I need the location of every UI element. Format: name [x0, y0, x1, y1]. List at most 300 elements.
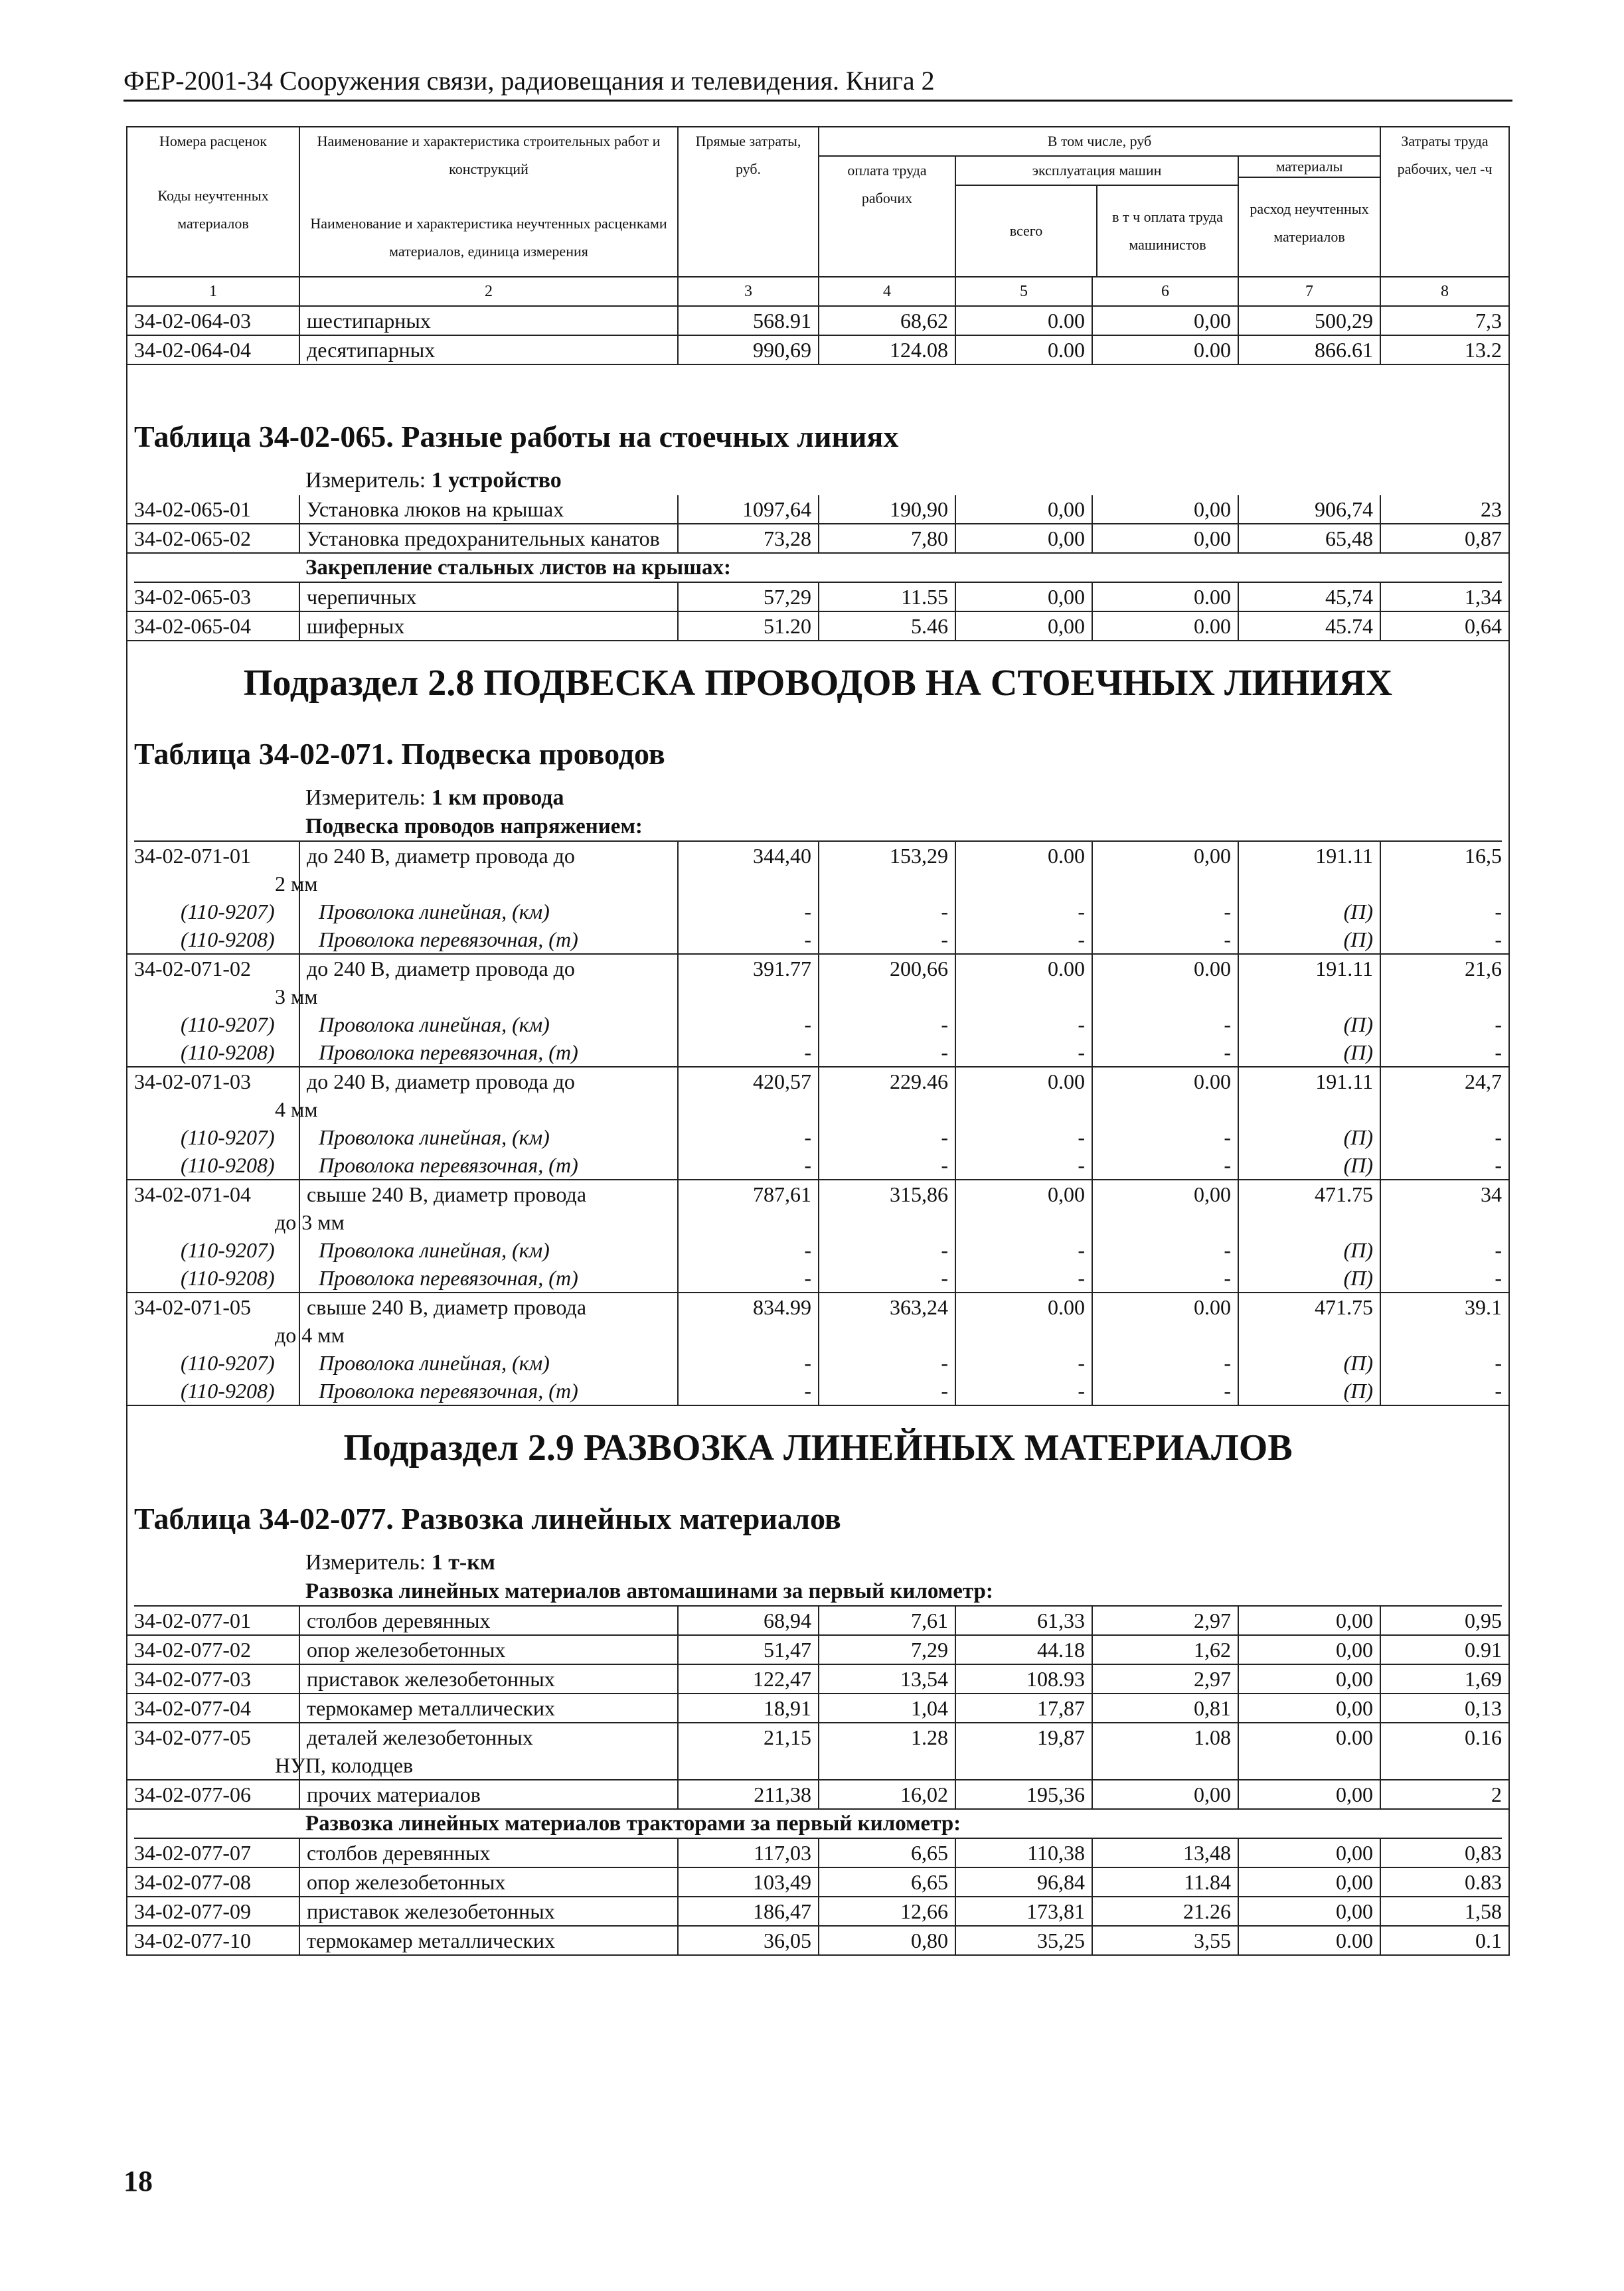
section-row — [127, 641, 1509, 722]
row-value: 13,48 — [1092, 1839, 1238, 1867]
unit-value: 1 т-км — [431, 1550, 495, 1575]
row-value: 0,00 — [1238, 1867, 1380, 1897]
header-materials — [1238, 156, 1380, 277]
header-machines-label: эксплуатация машин — [956, 157, 1238, 185]
row-value: 0,00 — [1238, 1839, 1380, 1867]
row-value: 0.00 — [1238, 1723, 1380, 1780]
row-name-line: свыше 240 В, диаметр провода — [307, 1295, 587, 1319]
header-materials-sub: расход неучтенных материалов — [1250, 200, 1369, 245]
row-code: (110-9207) — [127, 898, 299, 925]
row-name-line: до 3 мм — [275, 1210, 345, 1234]
row-value: 0,80 — [819, 1926, 955, 1955]
row-name-line: приставок железобетонных — [307, 1899, 555, 1923]
row-name-line: приставок железобетонных — [307, 1667, 555, 1691]
row-value: - — [1092, 1349, 1238, 1377]
row-value: - — [819, 1010, 955, 1038]
row-value: 200,66 — [819, 954, 955, 1010]
table-row — [127, 1926, 1509, 1955]
row-value: - — [955, 1010, 1092, 1038]
row-value: 1097,64 — [678, 495, 819, 524]
row-value: 0,00 — [1238, 1635, 1380, 1664]
row-name-line: Проволока перевязочная, (т) — [319, 1379, 578, 1403]
table-title: Таблица 34-02-071. Подвеска проводов — [134, 737, 665, 771]
row-value: 21,6 — [1380, 954, 1509, 1010]
row-name-line: Проволока перевязочная, (т) — [319, 927, 578, 951]
row-value: (П) — [1238, 1349, 1380, 1377]
row-value: 110,38 — [955, 1839, 1092, 1867]
row-name-line: 2 мм — [275, 872, 318, 896]
header-machines — [955, 156, 1238, 277]
row-name — [299, 1607, 678, 1635]
row-value: 0.00 — [1092, 335, 1238, 364]
row-name — [299, 306, 678, 335]
row-value: 0,00 — [955, 495, 1092, 524]
row-name-line: столбов деревянных — [307, 1841, 491, 1865]
row-value: - — [1380, 1349, 1509, 1377]
row-value: 906,74 — [1238, 495, 1380, 524]
row-code: (110-9207) — [127, 1123, 299, 1151]
row-value: - — [678, 1038, 819, 1067]
row-value: 471.75 — [1238, 1293, 1380, 1349]
table-title-row-cell — [127, 405, 1509, 466]
row-value: 866.61 — [1238, 335, 1380, 364]
row-value: 0.00 — [1092, 1067, 1238, 1123]
row-value: - — [1380, 898, 1509, 925]
table-row — [127, 495, 1509, 524]
row-value: 0,00 — [1092, 524, 1238, 553]
row-value: 0.00 — [955, 842, 1092, 898]
group-row-cell — [127, 1577, 1509, 1607]
row-code: 34-02-071-02 — [127, 954, 299, 1010]
row-value: - — [1092, 925, 1238, 954]
table-title-row-cell — [127, 722, 1509, 783]
row-value: 0,00 — [1238, 1664, 1380, 1694]
row-code: 34-02-077-04 — [127, 1694, 299, 1723]
row-name — [299, 925, 678, 954]
group-row — [127, 1577, 1509, 1607]
row-value: 0,64 — [1380, 611, 1509, 641]
row-code: (110-9208) — [127, 1377, 299, 1405]
row-value: - — [1380, 1151, 1509, 1180]
table-row — [127, 1664, 1509, 1694]
row-value: (П) — [1238, 1038, 1380, 1067]
row-code: 34-02-077-01 — [127, 1607, 299, 1635]
unit-label: Измеритель: — [305, 1550, 426, 1575]
row-code: 34-02-064-04 — [127, 335, 299, 364]
row-value: 21.26 — [1092, 1897, 1238, 1926]
row-value: 568.91 — [678, 306, 819, 335]
header-materials-label: материалы — [1239, 157, 1380, 178]
row-value: 51,47 — [678, 1635, 819, 1664]
row-value: 51.20 — [678, 611, 819, 641]
material-row — [127, 1349, 1509, 1377]
row-code: 34-02-077-10 — [127, 1926, 299, 1955]
row-value: 0.00 — [1092, 611, 1238, 641]
row-value: 7,29 — [819, 1635, 955, 1664]
row-value: 0,87 — [1380, 524, 1509, 553]
row-value: - — [955, 925, 1092, 954]
spacer-cell — [127, 364, 1509, 405]
row-name — [299, 898, 678, 925]
row-value: 108.93 — [955, 1664, 1092, 1694]
section-row — [127, 1405, 1509, 1487]
row-name-line: Проволока перевязочная, (т) — [319, 1153, 578, 1177]
row-name — [275, 842, 678, 898]
row-value: - — [1380, 1264, 1509, 1293]
row-code: (110-9207) — [127, 1236, 299, 1264]
table-title-row — [127, 1487, 1509, 1548]
row-value: - — [1380, 1377, 1509, 1405]
row-value: 834.99 — [678, 1293, 819, 1349]
row-value: 6,65 — [819, 1867, 955, 1897]
column-number-row — [127, 277, 1509, 306]
table-row — [127, 1694, 1509, 1723]
row-code: 34-02-077-08 — [127, 1867, 299, 1897]
row-value: 2 — [1380, 1780, 1509, 1809]
row-value: - — [1380, 925, 1509, 954]
row-value: - — [955, 1038, 1092, 1067]
row-value: - — [955, 1123, 1092, 1151]
row-value: 13.2 — [1380, 335, 1509, 364]
row-value: 45.74 — [1238, 611, 1380, 641]
rates-table — [126, 126, 1510, 1956]
row-value: 1,58 — [1380, 1897, 1509, 1926]
group-heading: Развозка линейных материалов тракторами за первый километр: — [134, 1810, 1502, 1839]
header-codes-label: Номера расценок — [159, 133, 267, 149]
row-value: - — [955, 1264, 1092, 1293]
row-code: (110-9208) — [127, 925, 299, 954]
row-value: 0,00 — [1238, 1694, 1380, 1723]
row-value: - — [819, 1038, 955, 1067]
row-value: 0.00 — [1092, 954, 1238, 1010]
row-value: 0,00 — [1092, 306, 1238, 335]
running-head: ФЕР-2001-34 Сооружения связи, радиовещания и телевидения. Книга 2 — [123, 66, 935, 96]
row-value: 0,00 — [1092, 1780, 1238, 1809]
row-value: 173,81 — [955, 1897, 1092, 1926]
row-value: 16,5 — [1380, 842, 1509, 898]
row-value: 24,7 — [1380, 1067, 1509, 1123]
row-value: 0,95 — [1380, 1607, 1509, 1635]
table-row — [127, 306, 1509, 335]
row-name — [275, 1723, 678, 1780]
group-row — [127, 813, 1509, 842]
row-value: 0,81 — [1092, 1694, 1238, 1723]
row-value: 1.08 — [1092, 1723, 1238, 1780]
row-value: 17,87 — [955, 1694, 1092, 1723]
row-value: - — [955, 1349, 1092, 1377]
row-value: 1.28 — [819, 1723, 955, 1780]
row-value: - — [955, 1151, 1092, 1180]
row-value: - — [678, 898, 819, 925]
row-value: 1,62 — [1092, 1635, 1238, 1664]
row-value: 191.11 — [1238, 1067, 1380, 1123]
row-value: 16,02 — [819, 1780, 955, 1809]
group-row — [127, 553, 1509, 583]
row-value: - — [678, 1123, 819, 1151]
row-code: 34-02-077-07 — [127, 1839, 299, 1867]
row-name-line: прочих материалов — [307, 1782, 481, 1806]
row-value: 229.46 — [819, 1067, 955, 1123]
row-value: 1,04 — [819, 1694, 955, 1723]
row-value: 344,40 — [678, 842, 819, 898]
row-name — [275, 1067, 678, 1123]
row-name — [299, 1664, 678, 1694]
row-code: 34-02-077-02 — [127, 1635, 299, 1664]
row-name — [299, 1123, 678, 1151]
row-name-line: Установка предохранительных канатов — [307, 526, 660, 550]
row-value: (П) — [1238, 1377, 1380, 1405]
row-value: - — [678, 1010, 819, 1038]
row-value: - — [678, 925, 819, 954]
header-machines-labor: в т ч оплата труда машинистов — [1112, 208, 1223, 253]
row-value: - — [819, 1264, 955, 1293]
row-value: - — [1092, 898, 1238, 925]
row-value: (П) — [1238, 1264, 1380, 1293]
row-value: 12,66 — [819, 1897, 955, 1926]
row-value: 0,00 — [1092, 1180, 1238, 1236]
row-name-line: НУП, колодцев — [275, 1753, 414, 1777]
row-value: 0,00 — [1238, 1780, 1380, 1809]
table-row — [127, 954, 1509, 1010]
table-row — [127, 335, 1509, 364]
row-value: - — [955, 898, 1092, 925]
header-codes-sub-label: Коды неучтенных материалов — [157, 187, 269, 232]
row-value: 5.46 — [819, 611, 955, 641]
row-value: - — [1380, 1038, 1509, 1067]
row-value: 787,61 — [678, 1180, 819, 1236]
row-value: 3,55 — [1092, 1926, 1238, 1955]
header-name — [299, 127, 678, 277]
row-value: 7,3 — [1380, 306, 1509, 335]
row-value: 0,83 — [1380, 1839, 1509, 1867]
row-value: 44.18 — [955, 1635, 1092, 1664]
unit-label: Измеритель: — [305, 785, 426, 810]
unit-row-cell — [127, 783, 1509, 813]
row-value: 153,29 — [819, 842, 955, 898]
row-value: 0,13 — [1380, 1694, 1509, 1723]
row-value: 0.00 — [1092, 1293, 1238, 1349]
row-value: 117,03 — [678, 1839, 819, 1867]
row-code: 34-02-077-03 — [127, 1664, 299, 1694]
row-code: (110-9207) — [127, 1010, 299, 1038]
material-row — [127, 1010, 1509, 1038]
row-value: 500,29 — [1238, 306, 1380, 335]
table-row — [127, 1293, 1509, 1349]
row-value: (П) — [1238, 925, 1380, 954]
unit-label: Измеритель: — [305, 468, 426, 493]
row-value: 0.00 — [955, 1067, 1092, 1123]
row-name-line: Проволока линейная, (км) — [319, 1125, 550, 1149]
row-name-line: до 240 В, диаметр провода до — [307, 1069, 575, 1093]
table-row — [127, 1780, 1509, 1809]
row-name-line: термокамер металлических — [307, 1696, 556, 1720]
row-code: (110-9207) — [127, 1349, 299, 1377]
row-name-line: термокамер металлических — [307, 1929, 556, 1952]
row-value: 11.55 — [819, 583, 955, 611]
row-name — [299, 1010, 678, 1038]
row-name-line: до 240 В, диаметр провода до — [307, 844, 575, 868]
row-value: 191.11 — [1238, 954, 1380, 1010]
row-name — [299, 1839, 678, 1867]
row-value: 391.77 — [678, 954, 819, 1010]
row-value: - — [955, 1236, 1092, 1264]
row-name-line: Проволока линейная, (км) — [319, 1012, 550, 1036]
row-value: 363,24 — [819, 1293, 955, 1349]
row-name — [299, 1780, 678, 1809]
group-row-cell — [127, 1809, 1509, 1839]
table-row — [127, 842, 1509, 898]
header-machines-total: всего — [956, 185, 1097, 276]
row-value: - — [1092, 1236, 1238, 1264]
row-value: 0,00 — [955, 611, 1092, 641]
row-value: 45,74 — [1238, 583, 1380, 611]
row-value: 0,00 — [955, 524, 1092, 553]
row-name-line: Проволока перевязочная, (т) — [319, 1266, 578, 1290]
header-incl: В том числе, руб — [819, 127, 1380, 156]
row-name — [299, 1038, 678, 1067]
column-number: 6 — [1092, 277, 1238, 306]
unit-line — [134, 1548, 1502, 1577]
row-code: 34-02-065-02 — [127, 524, 299, 553]
row-value: - — [678, 1264, 819, 1293]
row-value: 6,65 — [819, 1839, 955, 1867]
row-name-line: до 4 мм — [275, 1323, 345, 1347]
header-codes — [127, 127, 299, 277]
row-code: 34-02-071-01 — [127, 842, 299, 898]
row-value: 0.1 — [1380, 1926, 1509, 1955]
row-value: 0.00 — [955, 335, 1092, 364]
row-value: 68,62 — [819, 306, 955, 335]
row-value: 57,29 — [678, 583, 819, 611]
row-value: - — [1380, 1123, 1509, 1151]
header-name-label: Наименование и характеристика строительных работ и конструкций — [317, 133, 661, 177]
row-value: 68,94 — [678, 1607, 819, 1635]
row-name-line: опор железобетонных — [307, 1638, 506, 1662]
table-row — [127, 1723, 1509, 1780]
column-number: 4 — [819, 277, 955, 306]
row-value: 186,47 — [678, 1897, 819, 1926]
row-value: - — [1092, 1123, 1238, 1151]
row-value: (П) — [1238, 898, 1380, 925]
row-value: (П) — [1238, 1123, 1380, 1151]
row-value: 1,69 — [1380, 1664, 1509, 1694]
unit-row — [127, 466, 1509, 495]
row-name-line: опор железобетонных — [307, 1870, 506, 1894]
row-value: 65,48 — [1238, 524, 1380, 553]
table-row — [127, 1607, 1509, 1635]
row-value: 0.00 — [1238, 1926, 1380, 1955]
row-value: 39.1 — [1380, 1293, 1509, 1349]
row-value: 13,54 — [819, 1664, 955, 1694]
row-code: 34-02-064-03 — [127, 306, 299, 335]
row-value: - — [1092, 1038, 1238, 1067]
row-value: 2,97 — [1092, 1607, 1238, 1635]
table-row — [127, 611, 1509, 641]
header-hours: Затраты труда рабочих, чел -ч — [1380, 127, 1509, 277]
row-value: 0.00 — [955, 1293, 1092, 1349]
row-value: - — [819, 1349, 955, 1377]
row-value: (П) — [1238, 1010, 1380, 1038]
row-code: 34-02-065-01 — [127, 495, 299, 524]
column-number: 3 — [678, 277, 819, 306]
unit-line — [134, 783, 1502, 813]
row-value: 122,47 — [678, 1664, 819, 1694]
row-name — [299, 1635, 678, 1664]
row-value: 190,90 — [819, 495, 955, 524]
row-value: 0.00 — [955, 306, 1092, 335]
row-value: 0.91 — [1380, 1635, 1509, 1664]
row-name — [299, 1897, 678, 1926]
header-name-sub-label: Наименование и характеристика неучтенных расценками материалов, единица измерения — [310, 215, 667, 260]
rates-table-body — [127, 127, 1509, 1955]
row-code: 34-02-077-09 — [127, 1897, 299, 1926]
unit-value: 1 км провода — [431, 785, 564, 810]
row-value: - — [1092, 1377, 1238, 1405]
row-value: 0,00 — [955, 583, 1092, 611]
table-title-row — [127, 405, 1509, 466]
column-number: 7 — [1238, 277, 1380, 306]
section-title: Подраздел 2.8 ПОДВЕСКА ПРОВОДОВ НА СТОЕЧНЫХ ЛИНИЯХ — [243, 663, 1393, 704]
row-value: (П) — [1238, 1236, 1380, 1264]
row-value: 34 — [1380, 1180, 1509, 1236]
row-value: 19,87 — [955, 1723, 1092, 1780]
row-name — [299, 1694, 678, 1723]
table-row — [127, 1839, 1509, 1867]
row-name-line: черепичных — [307, 585, 417, 609]
row-value: - — [955, 1377, 1092, 1405]
row-code: 34-02-071-03 — [127, 1067, 299, 1123]
row-value: 96,84 — [955, 1867, 1092, 1897]
row-value: 420,57 — [678, 1067, 819, 1123]
table-title: Таблица 34-02-077. Развозка линейных материалов — [134, 1502, 841, 1536]
row-value: 35,25 — [955, 1926, 1092, 1955]
unit-row — [127, 783, 1509, 813]
row-name — [299, 583, 678, 611]
row-value: 315,86 — [819, 1180, 955, 1236]
row-value: - — [1092, 1010, 1238, 1038]
material-row — [127, 1264, 1509, 1293]
row-value: 0,00 — [955, 1180, 1092, 1236]
row-code: 34-02-071-04 — [127, 1180, 299, 1236]
material-row — [127, 1377, 1509, 1405]
row-value: 1,34 — [1380, 583, 1509, 611]
row-value: 124.08 — [819, 335, 955, 364]
row-name — [299, 1377, 678, 1405]
row-value: 23 — [1380, 495, 1509, 524]
row-value: 191.11 — [1238, 842, 1380, 898]
row-name-line: Проволока линейная, (км) — [319, 900, 550, 923]
row-value: 103,49 — [678, 1867, 819, 1897]
table-title: Таблица 34-02-065. Разные работы на стоечных линиях — [134, 420, 899, 453]
group-row — [127, 1809, 1509, 1839]
section-row-cell — [127, 641, 1509, 722]
group-heading: Развозка линейных материалов автомашинами за первый километр: — [134, 1577, 1502, 1607]
row-name-line: шиферных — [307, 614, 405, 638]
column-number: 2 — [299, 277, 678, 306]
row-name — [275, 954, 678, 1010]
row-name-line: Проволока перевязочная, (т) — [319, 1040, 578, 1064]
row-value: 0.16 — [1380, 1723, 1509, 1780]
row-name — [299, 1867, 678, 1897]
row-value: 7,61 — [819, 1607, 955, 1635]
row-value: 0,00 — [1238, 1607, 1380, 1635]
row-value: - — [678, 1349, 819, 1377]
row-value: (П) — [1238, 1151, 1380, 1180]
row-value: 195,36 — [955, 1780, 1092, 1809]
row-value: 73,28 — [678, 524, 819, 553]
head-rule — [123, 100, 1512, 102]
row-value: - — [1380, 1010, 1509, 1038]
